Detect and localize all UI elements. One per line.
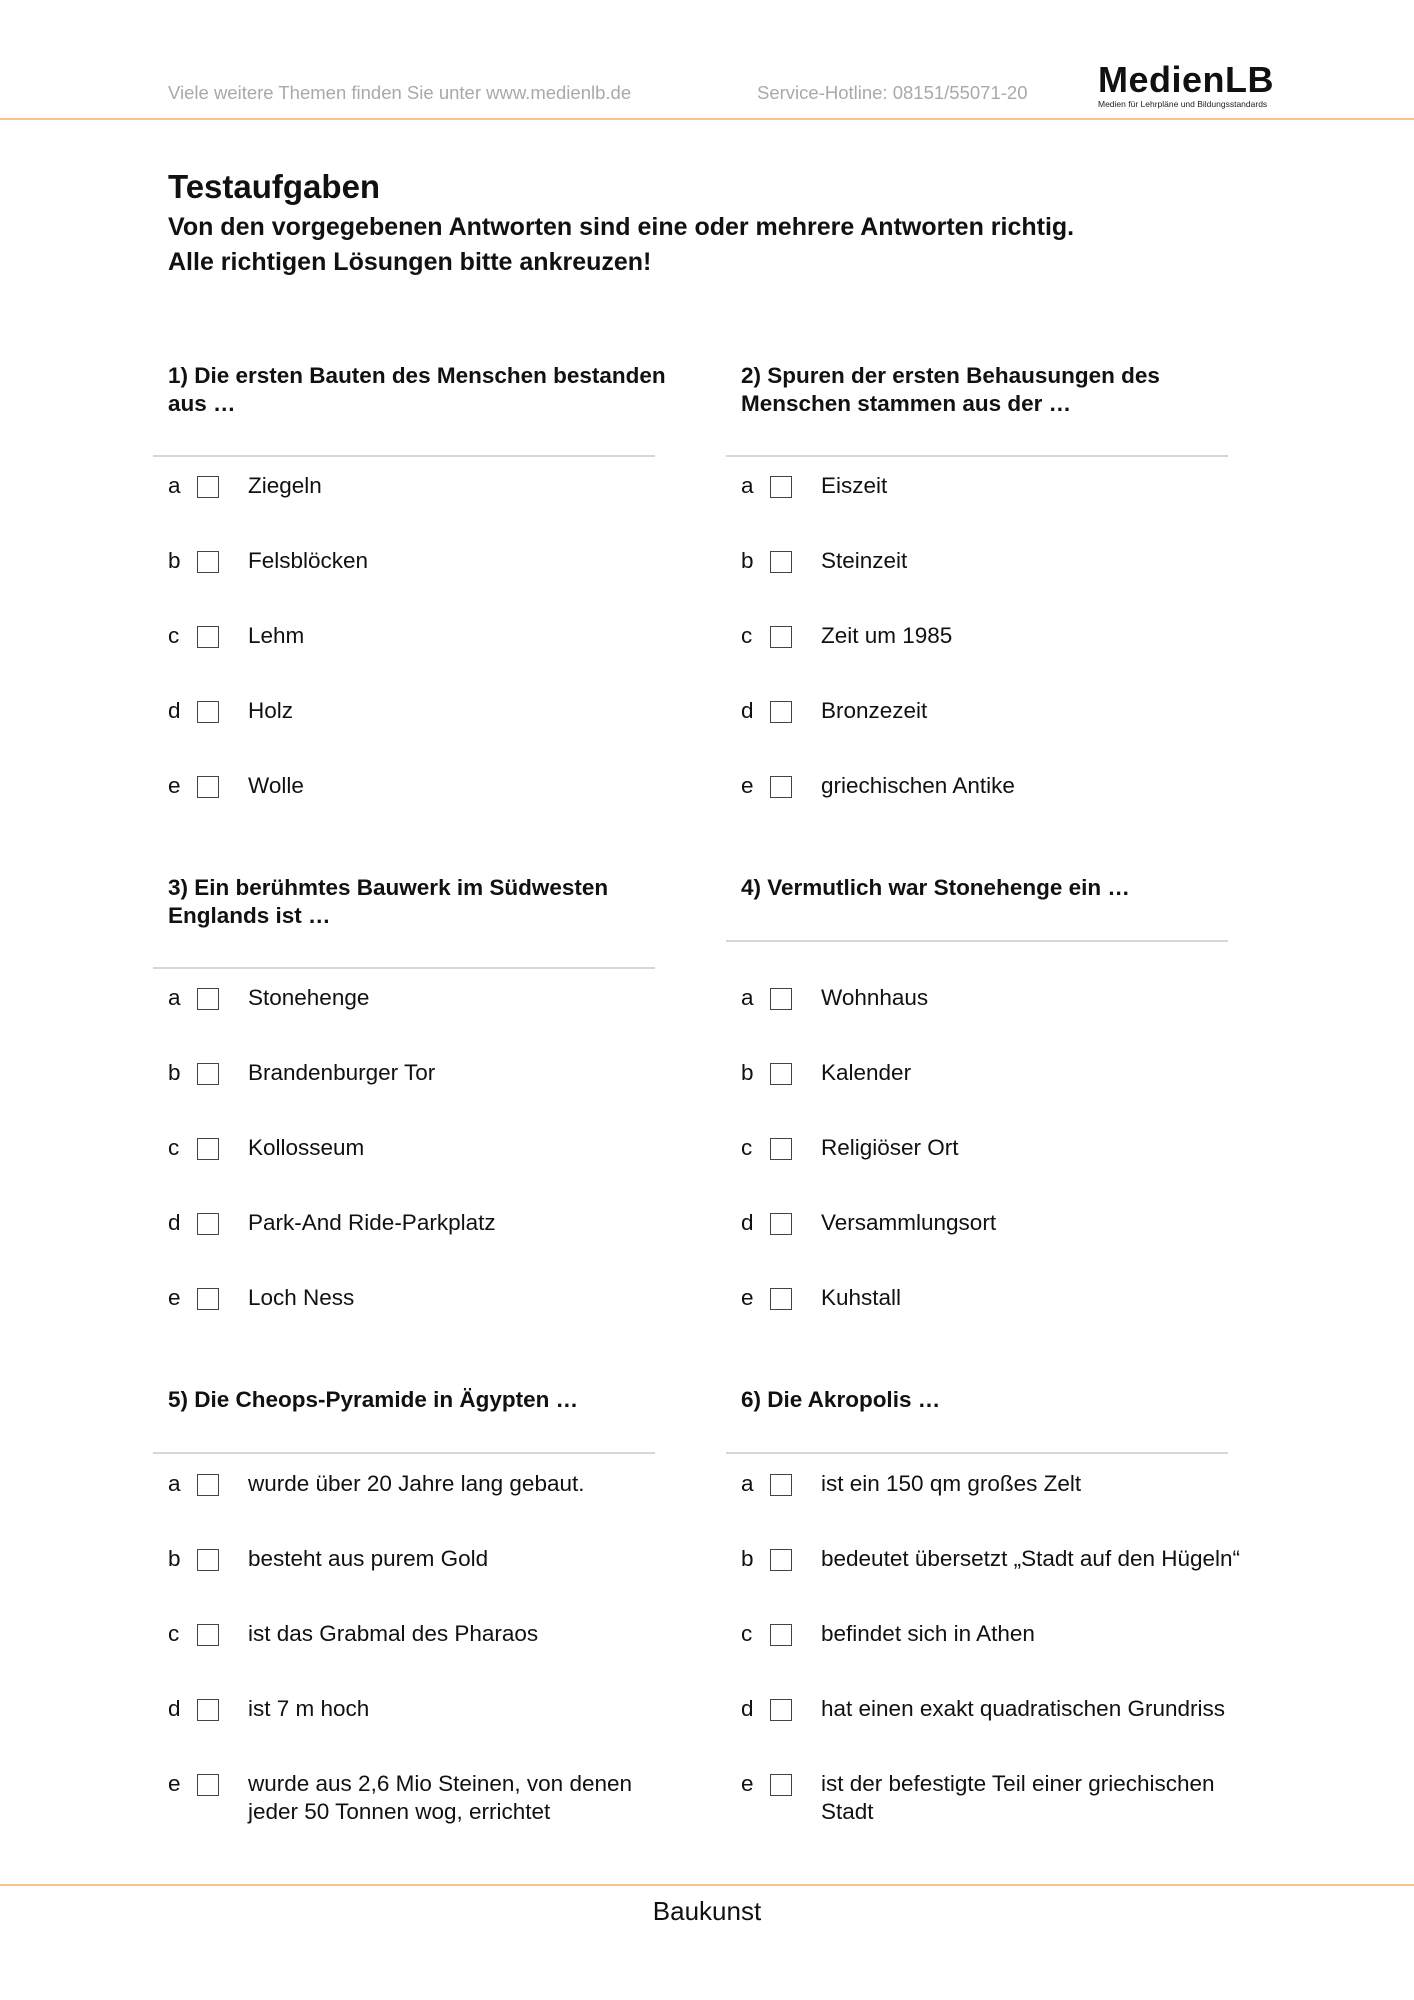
option-text: Holz (248, 698, 294, 723)
option-text: Religiöser Ort (821, 1135, 959, 1160)
answer-checkbox[interactable] (197, 1699, 219, 1721)
answer-checkbox[interactable] (197, 1138, 219, 1160)
question-title: 2) Spuren der ersten Behausungen des Menschen stammen aus der … (741, 363, 1160, 416)
question-title: 1) Die ersten Bauten des Menschen bestanden aus … (168, 363, 666, 416)
option-letter: a (168, 473, 181, 498)
option-text: Kollosseum (248, 1135, 365, 1160)
answer-checkbox[interactable] (197, 1213, 219, 1235)
answer-checkbox[interactable] (197, 701, 219, 723)
medienlb-logo (1098, 59, 1298, 109)
answer-checkbox[interactable] (770, 988, 792, 1010)
answer-checkbox[interactable] (770, 626, 792, 648)
instruction-line-2: Alle richtigen Lösungen bitte ankreuzen! (168, 248, 652, 276)
option-text: Lehm (248, 623, 305, 648)
option-letter: e (168, 773, 181, 798)
header-hotline-text: Service-Hotline: 08151/55071-20 (757, 82, 1028, 103)
option-letter: c (741, 623, 753, 648)
option-letter: e (741, 1285, 754, 1310)
instruction-line-1: Von den vorgegebenen Antworten sind eine oder mehrere Antworten richtig. (168, 213, 1075, 241)
question-divider (153, 967, 655, 969)
option-letter: c (168, 1135, 180, 1160)
option-letter: e (168, 1771, 181, 1796)
answer-checkbox[interactable] (197, 1624, 219, 1646)
logo-wordmark: MedienLB (1098, 59, 1275, 100)
footer-topic: Baukunst (652, 1896, 762, 1926)
option-letter: c (741, 1621, 753, 1646)
question-divider (726, 940, 1228, 942)
option-letter: b (741, 1546, 754, 1571)
answer-checkbox[interactable] (770, 1474, 792, 1496)
option-letter: e (168, 1285, 181, 1310)
option-text: ist das Grabmal des Pharaos (248, 1621, 539, 1646)
answer-checkbox[interactable] (770, 1699, 792, 1721)
answer-checkbox[interactable] (770, 776, 792, 798)
option-text: ist 7 m hoch (248, 1696, 370, 1721)
option-text: Kalender (821, 1060, 912, 1085)
option-letter: a (168, 985, 181, 1010)
option-text: ist ein 150 qm großes Zelt (821, 1471, 1082, 1496)
option-letter: a (741, 1471, 754, 1496)
option-letter: c (168, 623, 180, 648)
option-text: Felsblöcken (248, 548, 369, 573)
option-letter: d (168, 1696, 181, 1721)
option-text: Versammlungsort (821, 1210, 997, 1235)
option-text: Wohnhaus (821, 985, 929, 1010)
option-letter: d (741, 1696, 754, 1721)
option-letter: e (741, 1771, 754, 1796)
option-letter: a (741, 985, 754, 1010)
answer-checkbox[interactable] (197, 551, 219, 573)
question-divider (153, 1452, 655, 1454)
option-letter: c (741, 1135, 753, 1160)
question-title: 6) Die Akropolis … (741, 1387, 941, 1412)
option-letter: b (168, 1060, 181, 1085)
option-text: Loch Ness (248, 1285, 355, 1310)
option-text: Kuhstall (821, 1285, 902, 1310)
option-text: Bronzezeit (821, 698, 928, 723)
footer-divider (0, 1884, 1414, 1886)
option-text: Park-And Ride-Parkplatz (248, 1210, 496, 1235)
option-letter: d (168, 1210, 181, 1235)
answer-checkbox[interactable] (197, 1063, 219, 1085)
option-letter: d (741, 698, 754, 723)
answer-checkbox[interactable] (770, 1624, 792, 1646)
question-divider (726, 455, 1228, 457)
answer-checkbox[interactable] (770, 551, 792, 573)
header-divider (0, 118, 1414, 120)
option-text: befindet sich in Athen (821, 1621, 1035, 1646)
option-letter: d (168, 698, 181, 723)
option-text: bedeutet übersetzt „Stadt auf den Hügeln“ (821, 1546, 1241, 1571)
option-letter: b (168, 548, 181, 573)
option-text: Zeit um 1985 (821, 623, 953, 648)
option-text: Wolle (248, 773, 304, 798)
option-text: besteht aus purem Gold (248, 1546, 489, 1571)
answer-checkbox[interactable] (770, 476, 792, 498)
answer-checkbox[interactable] (770, 1288, 792, 1310)
option-text: Steinzeit (821, 548, 908, 573)
option-text: hat einen exakt quadratischen Grundriss (821, 1696, 1225, 1721)
answer-checkbox[interactable] (197, 1774, 219, 1796)
option-letter: b (168, 1546, 181, 1571)
answer-checkbox[interactable] (770, 1774, 792, 1796)
question-divider (153, 455, 655, 457)
option-letter: c (168, 1621, 180, 1646)
header-website-text: Viele weitere Themen finden Sie unter www.medienlb.de (168, 82, 632, 103)
question-title: 5) Die Cheops-Pyramide in Ägypten … (168, 1387, 579, 1412)
logo-tagline: Medien für Lehrpläne und Bildungsstandards (1098, 99, 1268, 109)
answer-checkbox[interactable] (197, 988, 219, 1010)
option-text: Brandenburger Tor (248, 1060, 436, 1085)
answer-checkbox[interactable] (770, 1549, 792, 1571)
option-text: Stonehenge (248, 985, 370, 1010)
answer-checkbox[interactable] (197, 1549, 219, 1571)
option-text: griechischen Antike (821, 773, 1015, 798)
option-letter: e (741, 773, 754, 798)
option-letter: a (168, 1471, 181, 1496)
question-divider (726, 1452, 1228, 1454)
option-text: Eiszeit (821, 473, 888, 498)
answer-checkbox[interactable] (770, 1063, 792, 1085)
answer-checkbox[interactable] (197, 776, 219, 798)
page-title: Testaufgaben (168, 168, 381, 205)
option-text: ist der befestigte Teil einer griechischen Stadt (821, 1771, 1215, 1824)
option-letter: d (741, 1210, 754, 1235)
answer-checkbox[interactable] (197, 1474, 219, 1496)
answer-checkbox[interactable] (197, 476, 219, 498)
option-letter: b (741, 548, 754, 573)
option-letter: a (741, 473, 754, 498)
answer-checkbox[interactable] (197, 626, 219, 648)
answer-checkbox[interactable] (770, 1213, 792, 1235)
option-letter: b (741, 1060, 754, 1085)
question-title: 3) Ein berühmtes Bauwerk im Südwesten Englands ist … (168, 875, 609, 928)
question-title: 4) Vermutlich war Stonehenge ein … (741, 875, 1130, 900)
answer-checkbox[interactable] (197, 1288, 219, 1310)
option-text: Ziegeln (248, 473, 322, 498)
option-text: wurde aus 2,6 Mio Steinen, von denen jeder 50 Tonnen wog, errichtet (248, 1771, 633, 1824)
option-text: wurde über 20 Jahre lang gebaut. (248, 1471, 585, 1496)
answer-checkbox[interactable] (770, 701, 792, 723)
page-header (0, 0, 1414, 120)
answer-checkbox[interactable] (770, 1138, 792, 1160)
